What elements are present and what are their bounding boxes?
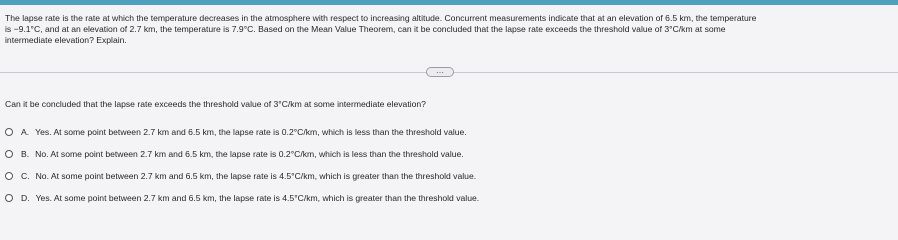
option-c-text: No. At some point between 2.7 km and 6.5 km, the lapse rate is 4.5°C/km, which is greater than the threshold value. [35, 170, 477, 181]
option-d[interactable] [5, 192, 885, 203]
option-a-letter: A. [21, 126, 30, 137]
option-d-text: Yes. At some point between 2.7 km and 6.5 km, the lapse rate is 4.5°C/km, which is greater than the threshold value. [35, 192, 480, 203]
radio-button-a[interactable] [5, 128, 13, 136]
question-line-2: is −9.1°C, and at an elevation of 2.7 km, the temperature is 7.9°C. Based on the Mean Value Theorem, can it be concluded that the lapse rate exceeds the threshold value of 3°C/km at some [5, 24, 726, 34]
radio-button-b[interactable] [5, 150, 13, 158]
option-c[interactable] [5, 170, 885, 181]
option-a-text: Yes. At some point between 2.7 km and 6.5 km, the lapse rate is 0.2°C/km, which is less than the threshold value. [35, 126, 467, 137]
option-d-letter: D. [21, 192, 30, 203]
radio-button-c[interactable] [5, 172, 13, 180]
expand-more-button[interactable]: ⋯ [426, 67, 454, 77]
option-b[interactable] [5, 148, 885, 159]
question-text [5, 13, 890, 46]
radio-button-d[interactable] [5, 194, 13, 202]
option-c-letter: C. [21, 170, 30, 181]
answer-options [5, 126, 885, 214]
option-b-letter: B. [21, 148, 30, 159]
answer-prompt: Can it be concluded that the lapse rate exceeds the threshold value of 3°C/km at some intermediate elevation? [5, 99, 426, 109]
top-accent-bar [0, 0, 898, 5]
option-b-text: No. At some point between 2.7 km and 6.5 km, the lapse rate is 0.2°C/km, which is less than the threshold value. [35, 148, 464, 159]
option-a[interactable] [5, 126, 885, 137]
question-line-1: The lapse rate is the rate at which the temperature decreases in the atmosphere with respect to increasing altitude. Concurrent measurements indicate that at an elevation of 6.5 km, the temperature [5, 13, 757, 23]
question-line-3: intermediate elevation? Explain. [5, 35, 127, 45]
